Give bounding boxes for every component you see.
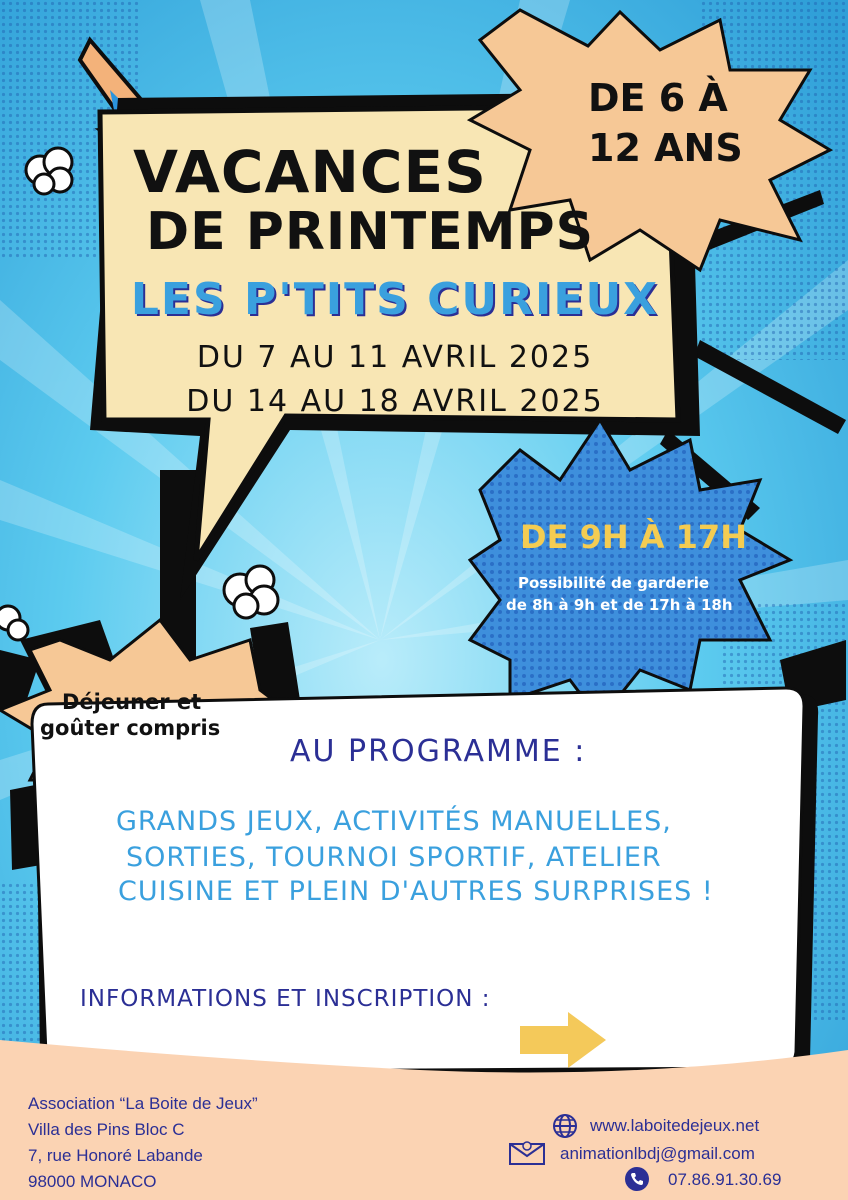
email-icon [508,1140,546,1166]
address-line-1: Association “La Boite de Jeux” [28,1094,258,1113]
meal-badge-line-1: Déjeuner et [62,690,202,714]
title-line-2: DE PRINTEMPS [145,202,595,262]
info-registration: INFORMATIONS ET INSCRIPTION : [80,986,491,1012]
age-badge-line-1: DE 6 À [588,76,728,120]
phone-icon [624,1166,650,1192]
age-badge-line-2: 12 ANS [588,126,743,170]
programme-heading: AU PROGRAMME : [290,734,587,769]
programme-line-1: GRANDS JEUX, ACTIVITÉS MANUELLES, [116,806,672,837]
address-line-3: 7, rue Honoré Labande [28,1146,203,1165]
address-line-4: 98000 MONACO [28,1172,157,1191]
programme-line-2: SORTIES, TOURNOI SPORTIF, ATELIER [126,842,662,873]
title-line-1: VACANCES [133,138,487,206]
hours-main: DE 9H À 17H [520,518,747,556]
email-link[interactable]: animationlbdj@gmail.com [560,1144,755,1163]
address-line-2: Villa des Pins Bloc C [28,1120,185,1139]
website-link[interactable]: www.laboitedejeux.net [590,1116,760,1135]
hours-note-1: Possibilité de garderie [518,574,710,592]
phone-link[interactable]: 07.86.91.30.69 [668,1170,782,1189]
hours-note-2: de 8h à 9h et de 17h à 18h [506,596,733,614]
dates-line-1: DU 7 AU 11 AVRIL 2025 [196,340,594,375]
programme-line-3: CUISINE ET PLEIN D'AUTRES SURPRISES ! [118,876,714,907]
globe-icon [552,1113,578,1139]
meal-badge-line-2: goûter compris [40,716,221,740]
subtitle: LES P'TITS CURIEUX [130,274,660,325]
dates-line-2: DU 14 AU 18 AVRIL 2025 [186,384,604,419]
